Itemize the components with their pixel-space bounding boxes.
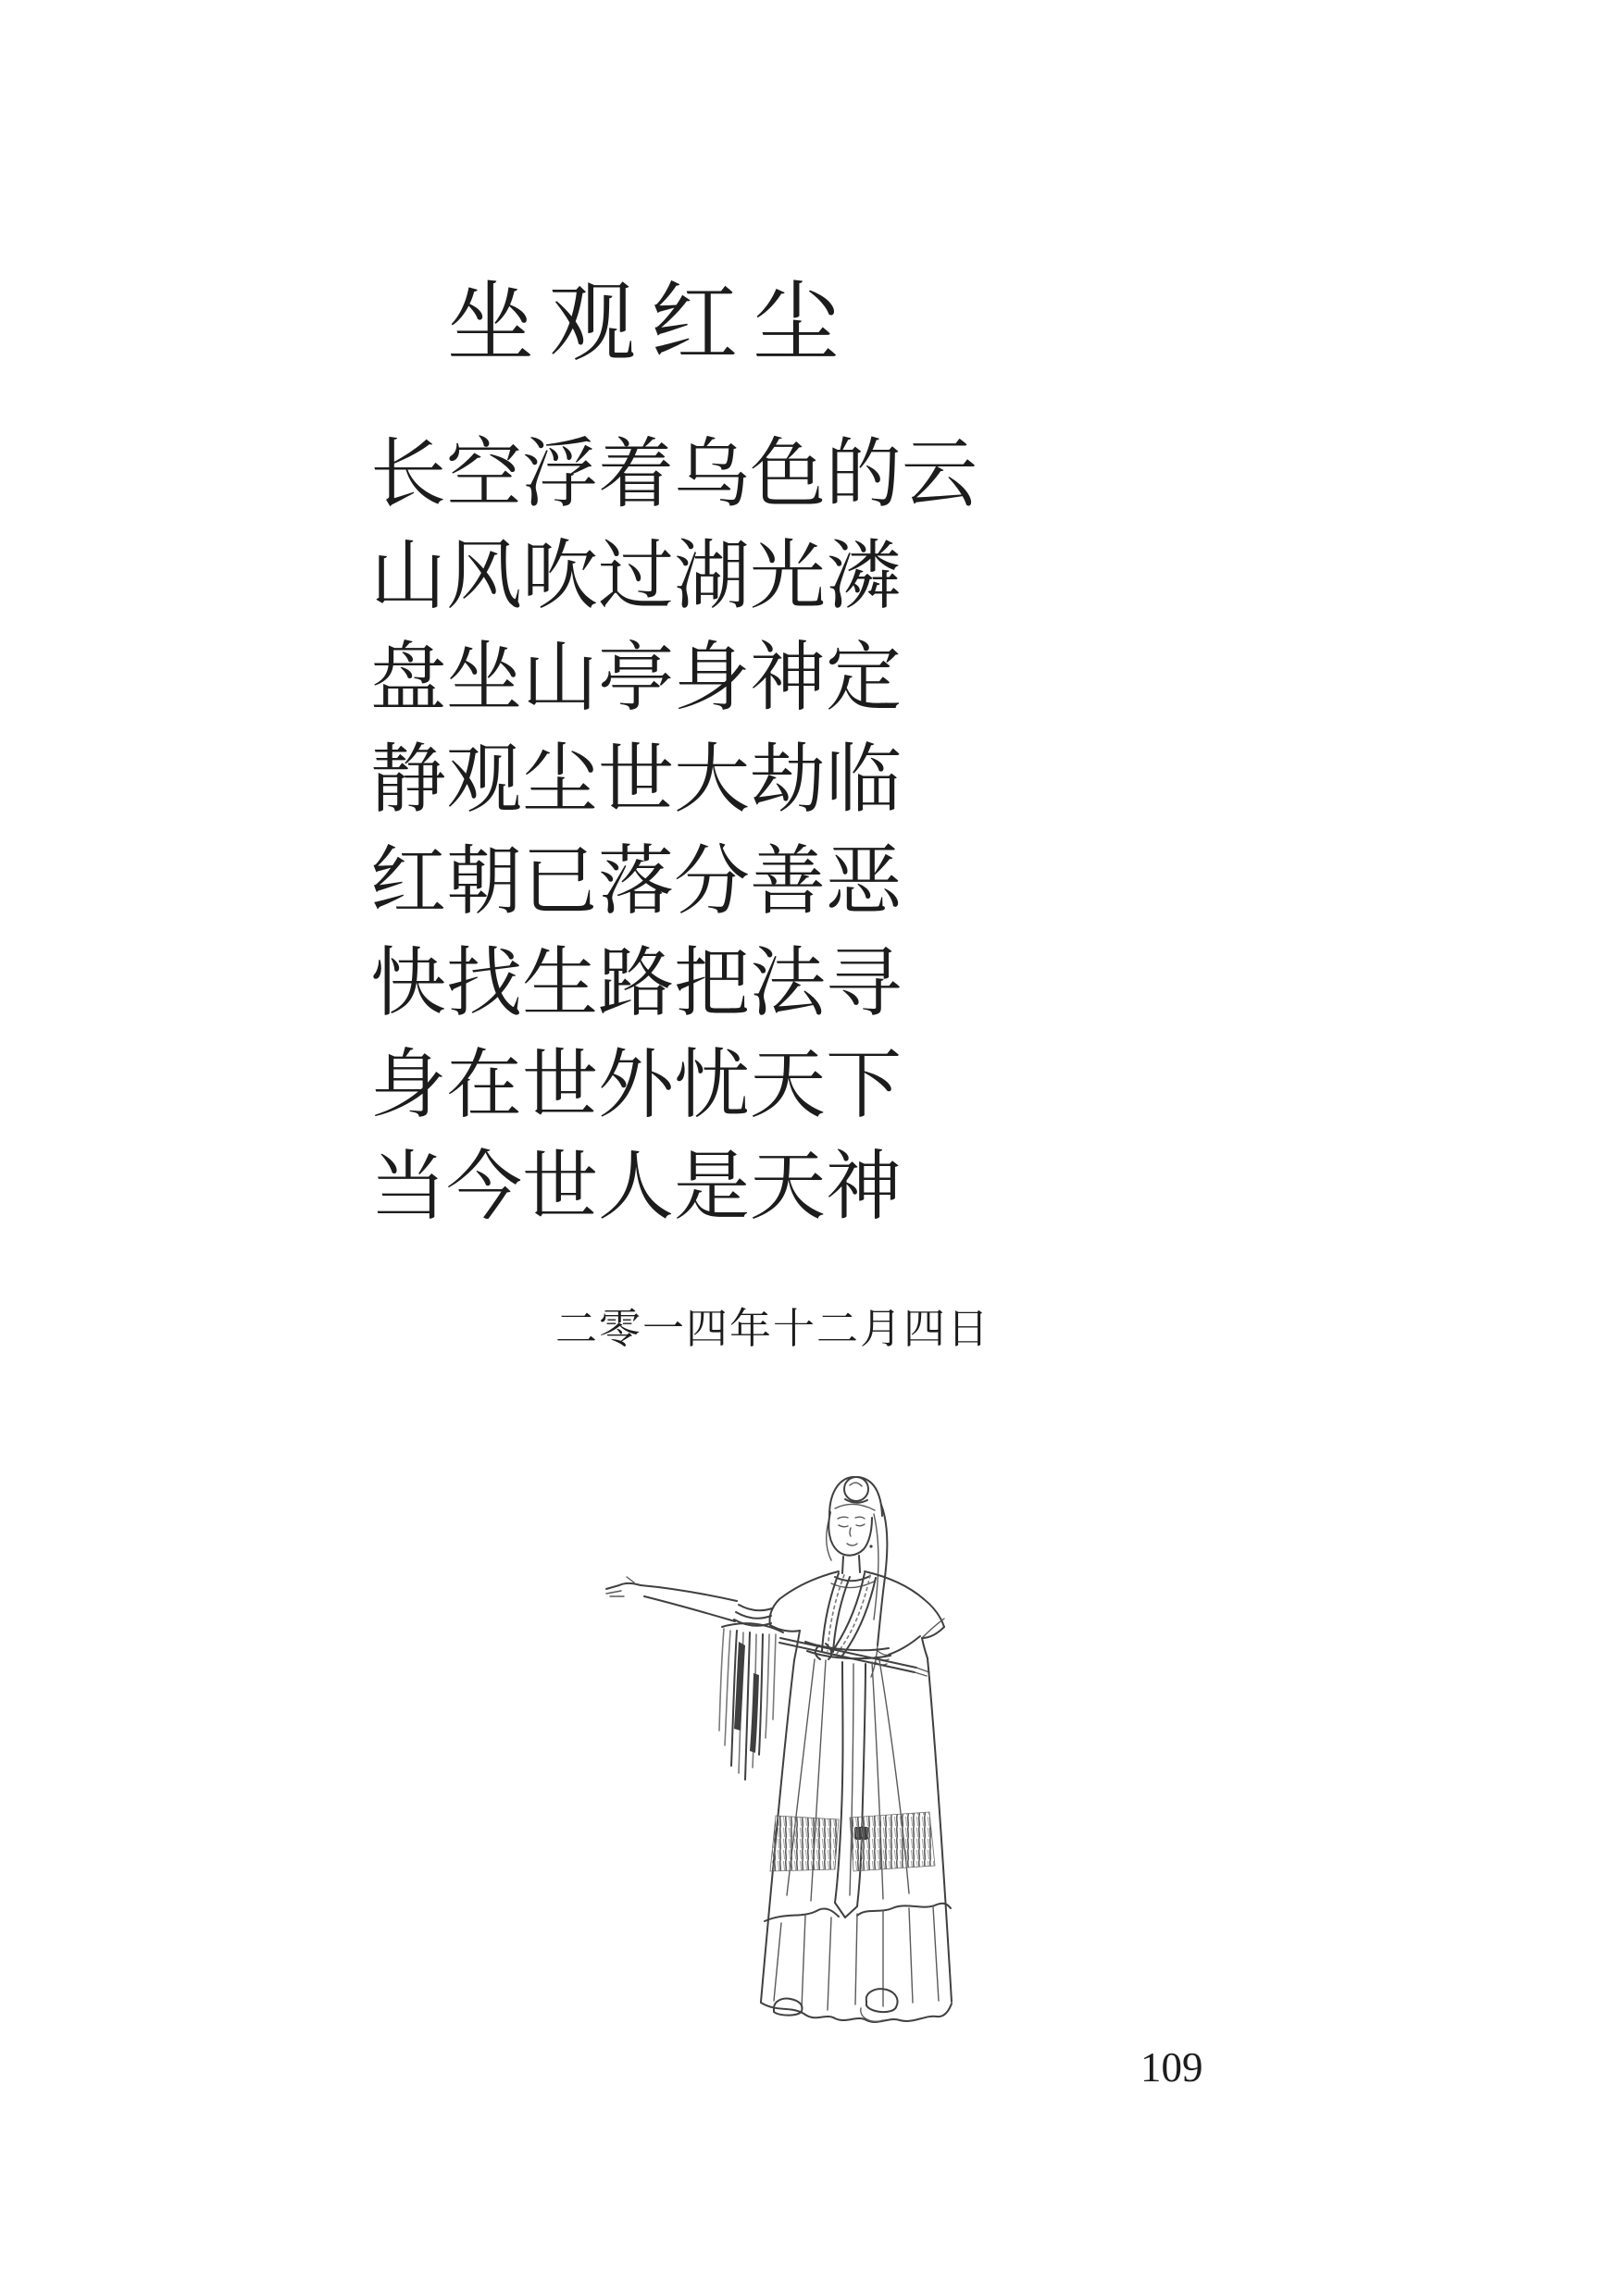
page-number: 109 (1140, 2044, 1203, 2091)
poem-line: 盘坐山亭身神定 (370, 636, 903, 720)
poem-title: 坐观红尘 (447, 275, 855, 372)
poem-line: 长空浮着乌色的云 (370, 432, 978, 516)
woman-line-drawing (583, 1460, 972, 2034)
poem-date: 二零一四年十二月四日 (555, 1306, 991, 1352)
poem-line: 当今世人是天神 (370, 1145, 903, 1229)
poem (370, 424, 978, 1238)
poem-line: 静观尘世大劫临 (370, 738, 903, 822)
poem-line: 红朝已落分善恶 (370, 839, 903, 924)
poem-line: 山风吹过湖光潾 (370, 534, 903, 618)
poem-line: 身在世外忧天下 (370, 1043, 903, 1127)
illustration-woman-figure (583, 1460, 972, 2034)
poem-line: 快找生路把法寻 (370, 941, 903, 1025)
